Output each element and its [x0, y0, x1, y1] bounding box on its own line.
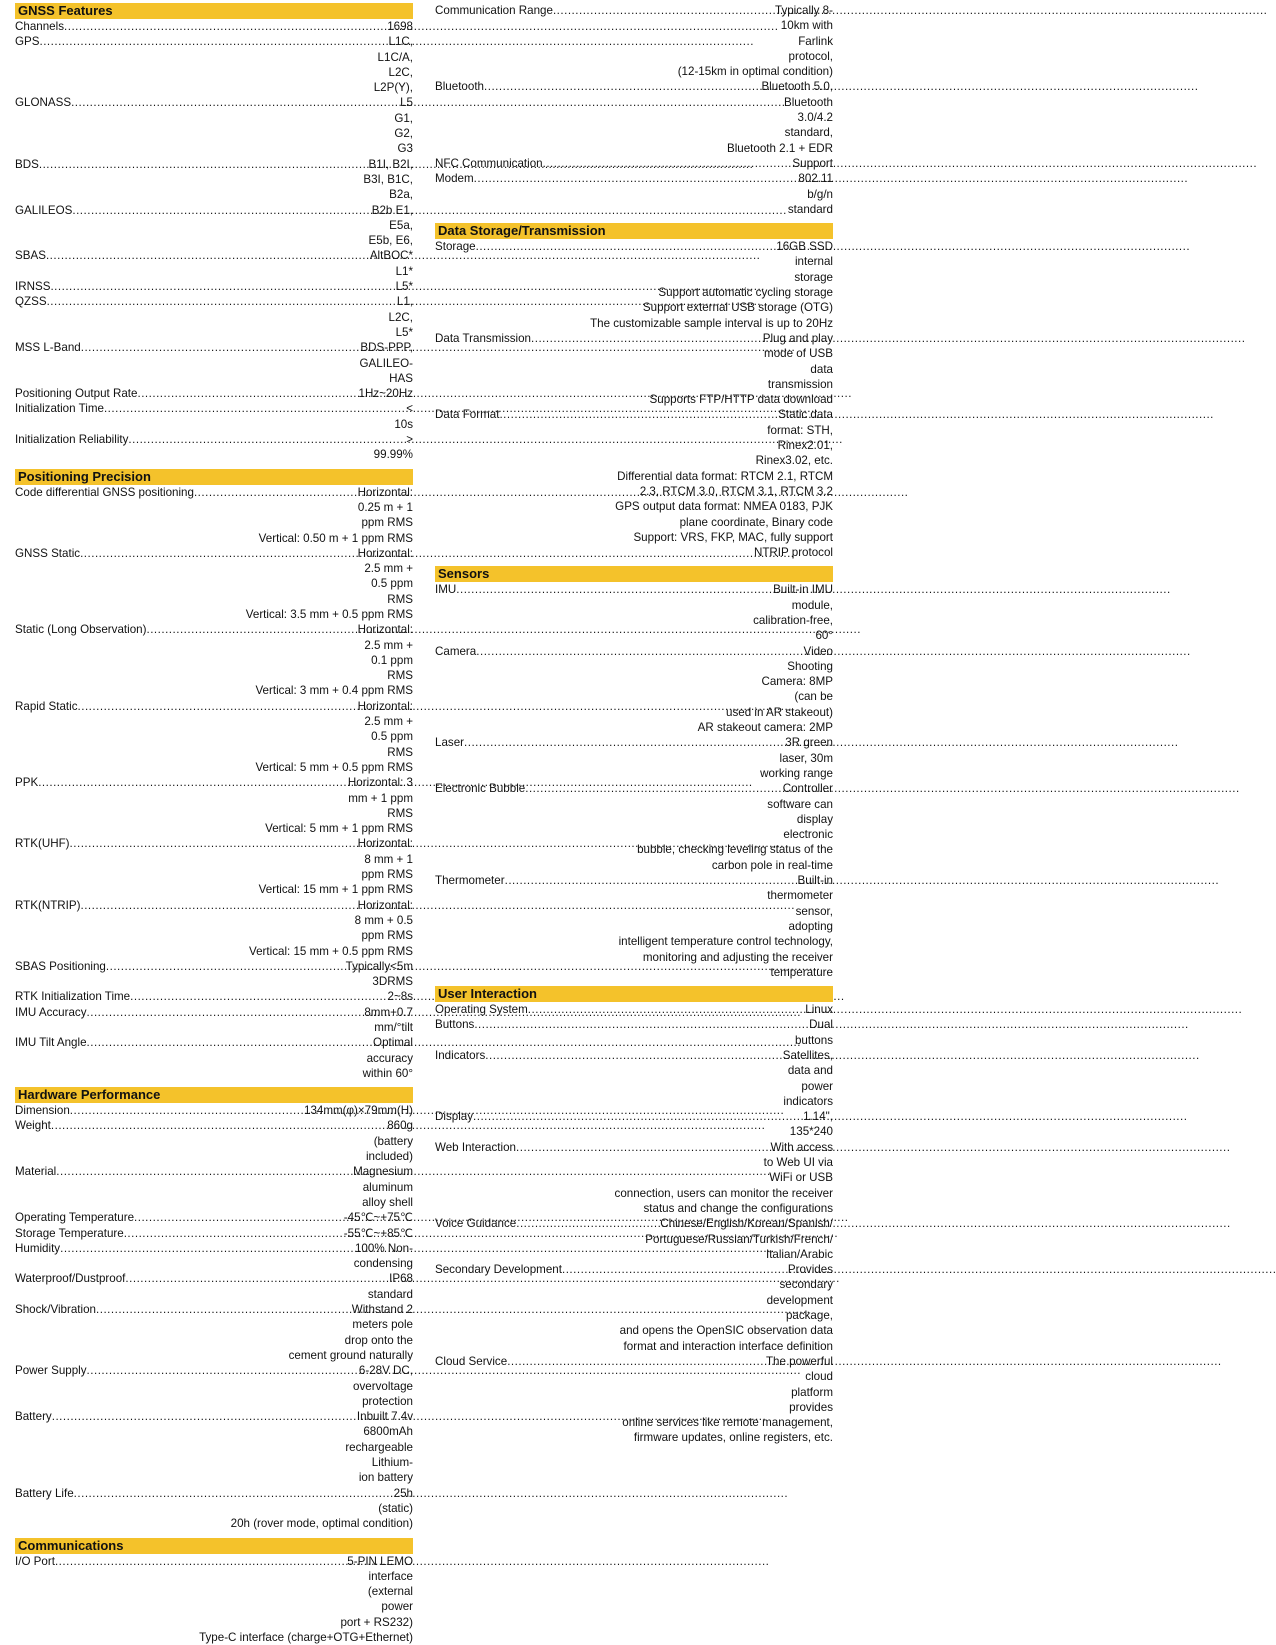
spec-label: Laser [435, 736, 465, 750]
spec-label: Operating Temperature [15, 1211, 135, 1225]
leader-dots [80, 898, 348, 913]
spec-label: Indicators [435, 1049, 486, 1062]
spec-value: Horizontal: 3 mm + 1 ppm RMS [347, 776, 413, 820]
spec-row-glonass [15, 95, 413, 156]
spec-label: Positioning Output Rate [15, 387, 138, 401]
leader-dots [96, 1302, 345, 1317]
spec-row-material [15, 1164, 413, 1210]
spec-row-humidity [15, 1241, 413, 1272]
spec-label: Weight [15, 1119, 51, 1133]
spec-label: Web Interaction [435, 1140, 516, 1154]
spec-row-ppk [15, 775, 413, 821]
section-heading-hardware-performance: Hardware Performance [15, 1087, 413, 1103]
spec-value: BDS-PPP, GALILEO-HAS [359, 341, 414, 385]
spec-label: MSS L-Band [15, 341, 81, 355]
leader-dots [128, 432, 373, 447]
spec-value: Controller software can display electronic [767, 782, 833, 842]
spec-value: 1Hz~20Hz [358, 387, 413, 401]
leader-dots [499, 407, 743, 422]
spec-value-continued: (12-15km in optimal condition) [677, 65, 833, 79]
spec-value-continued: connection, users can monitor the receiver [614, 1186, 833, 1200]
leader-dots [146, 622, 357, 637]
spec-label: BDS [15, 157, 39, 171]
spec-label: GNSS Static [15, 546, 81, 560]
leader-dots [106, 959, 346, 974]
spec-value: > 99.99% [373, 433, 413, 462]
spec-label: Thermometer [435, 874, 505, 888]
spec-value: 1.14", 135*240 [789, 1110, 833, 1139]
spec-value-continued: cement ground naturally [288, 1348, 413, 1362]
leader-dots [56, 1164, 345, 1179]
spec-value-continued: status and change the configurations [643, 1201, 833, 1215]
leader-dots [130, 989, 387, 1004]
leader-dots [74, 1486, 379, 1501]
spec-row-laser [435, 735, 833, 781]
spec-value: 16GB SSD internal storage [776, 240, 833, 284]
spec-row-storage-temperature [15, 1226, 413, 1241]
spec-row-imu [435, 582, 833, 643]
spec-value-continued: monitoring and adjusting the receiver [642, 950, 833, 964]
spec-row-dimension [15, 1103, 413, 1118]
spec-value: Linux [805, 1003, 833, 1017]
spec-value-continued: Vertical: 15 mm + 0.5 ppm RMS [249, 944, 413, 958]
leader-dots [528, 1002, 805, 1017]
spec-value-continued: AR stakeout camera: 2MP [697, 721, 833, 735]
section-heading-communications: Communications [15, 1538, 413, 1554]
spec-row-static-long-observation [15, 622, 413, 683]
leader-dots [60, 1241, 354, 1256]
spec-value: 2~8s [387, 990, 413, 1004]
spec-value: Typically<5m 3DRMS [345, 959, 413, 989]
spec-row-irnss [15, 279, 413, 294]
spec-label: NFC Communication [435, 156, 543, 170]
spec-row-operating-temperature [15, 1210, 413, 1225]
spec-value: Withstand 2 meters pole drop onto the [344, 1303, 413, 1347]
spec-value: Horizontal: 2.5 mm + 0.5 ppm RMS [357, 546, 413, 606]
leader-dots [476, 644, 756, 659]
spec-value: Bluetooth 5.0, Bluetooth 3.0/4.2 standard, [761, 80, 833, 140]
spec-row-battery-life [15, 1486, 413, 1517]
spec-value-continued: carbon pole in real-time [711, 858, 833, 872]
leader-dots [55, 1554, 336, 1569]
spec-value: Horizontal: 2.5 mm + 0.5 ppm RMS [357, 699, 413, 759]
spec-row-rtk-ntrip [15, 898, 413, 944]
spec-value: Horizontal: 0.25 m + 1 ppm RMS [357, 485, 413, 530]
spec-row-data-format [435, 407, 833, 468]
leader-dots [543, 156, 793, 171]
spec-label: Cloud Service [435, 1354, 508, 1368]
spec-row-operating-system [435, 1002, 833, 1017]
spec-value: Video Shooting Camera: 8MP (can be [761, 644, 833, 704]
spec-value: L5* [395, 280, 413, 294]
spec-label: Bluetooth [435, 80, 484, 94]
spec-row-sbas-positioning [15, 959, 413, 990]
spec-label: Static (Long Observation) [15, 623, 147, 637]
leader-dots [507, 1354, 764, 1369]
leader-dots [505, 873, 764, 888]
leader-dots [70, 836, 350, 851]
spec-value-continued: format and interaction interface definition [623, 1339, 833, 1353]
leader-dots [52, 1409, 327, 1424]
leader-dots [464, 735, 759, 750]
spec-label: Dimension [15, 1104, 70, 1118]
leader-dots [104, 401, 394, 416]
spec-row-storage [435, 239, 833, 285]
spec-row-positioning-output-rate [15, 386, 413, 401]
spec-row-bds [15, 157, 413, 203]
spec-value-continued: Vertical: 3 mm + 0.4 ppm RMS [255, 684, 413, 698]
leader-dots [474, 171, 785, 186]
spec-row-rtk-initialization-time [15, 989, 413, 1004]
spec-row-channels [15, 19, 413, 34]
leader-dots [553, 3, 773, 18]
right-column [435, 3, 833, 1446]
spec-row-electronic-bubble [435, 781, 833, 842]
leader-dots [64, 19, 387, 34]
spec-value-continued: The customizable sample interval is up to 20Hz [590, 316, 833, 330]
spec-value: The powerful cloud platform provides [765, 1354, 833, 1414]
section-heading-positioning-precision: Positioning Precision [15, 469, 413, 485]
spec-value-continued: Portuguese/Russian/Turkish/French/ [645, 1232, 833, 1246]
leader-dots [87, 1363, 350, 1378]
spec-value: Typically 8-10km with Farlink protocol, [775, 4, 833, 63]
spec-row-qzss [15, 294, 413, 340]
spec-value: L1C, L1C/A, L2C, L2P(Y), [373, 35, 413, 95]
spec-value-continued: GPS output data format: NMEA 0183, PJK [615, 500, 833, 514]
spec-row-weight [15, 1118, 413, 1164]
leader-dots [50, 279, 395, 294]
section-heading-gnss-features: GNSS Features [15, 3, 413, 19]
spec-value-continued: Support: VRS, FKP, MAC, fully support [633, 530, 833, 544]
spec-value-continued: temperature [770, 965, 833, 979]
leader-dots [531, 331, 758, 346]
spec-row-web-interaction [435, 1140, 833, 1186]
spec-value-continued: firmware updates, online registers, etc. [633, 1431, 833, 1445]
spec-label: IMU [435, 583, 457, 597]
spec-label: Material [15, 1165, 57, 1179]
leader-dots [516, 1216, 660, 1231]
spec-value: L1, L2C, L5* [388, 295, 413, 339]
spec-value-continued: intelligent temperature control technology, [618, 935, 833, 949]
spec-value: IP68 standard [367, 1272, 413, 1301]
spec-label: Battery Life [15, 1486, 74, 1500]
spec-value: Built-in IMU module, calibration-free, 60° [753, 583, 833, 643]
spec-row-initialization-time [15, 401, 413, 432]
spec-value: Horizontal: 8 mm + 1 ppm RMS [357, 837, 413, 882]
leader-dots [78, 699, 346, 714]
spec-row-battery [15, 1409, 413, 1470]
leader-dots [51, 1118, 362, 1133]
spec-label: IMU Accuracy [15, 1005, 87, 1019]
spec-label: GPS [15, 35, 40, 49]
spec-value: 6-28V DC, overvoltage protection [353, 1364, 413, 1408]
spec-label: PPK [15, 776, 39, 790]
spec-value: Satellites, data and power indicators [782, 1049, 833, 1108]
spec-value-continued: NTRIP protocol [753, 546, 833, 560]
spec-row-code-differential-gnss-positioning [15, 485, 413, 531]
spec-label: Waterproof/Dustproof [15, 1272, 126, 1286]
spec-label: Storage Temperature [15, 1226, 124, 1240]
spec-label: Battery [15, 1410, 52, 1424]
spec-value: Magnesium aluminum alloy shell [353, 1165, 413, 1209]
spec-value: Horizontal: 8 mm + 0.5 ppm RMS [354, 898, 413, 943]
spec-value: 3R green laser, 30m working range [760, 736, 833, 780]
spec-label: IMU Tilt Angle [15, 1036, 87, 1050]
leader-dots [134, 1210, 344, 1225]
spec-value-continued: Differential data format: RTCM 2.1, RTCM [617, 469, 833, 483]
leader-dots [87, 1035, 359, 1050]
spec-label: RTK Initialization Time [15, 990, 131, 1004]
spec-label: GLONASS [15, 96, 72, 110]
leader-dots [46, 248, 370, 263]
spec-value: 1698 [387, 20, 413, 33]
spec-row-imu-tilt-angle [15, 1035, 413, 1081]
spec-row-mss-l-band [15, 340, 413, 386]
spec-row-power-supply [15, 1363, 413, 1409]
spec-label: Operating System [435, 1003, 528, 1017]
spec-value-continued: Support external USB storage (OTG) [642, 301, 833, 315]
section-heading-sensors: Sensors [435, 566, 833, 582]
spec-label: Buttons [435, 1018, 475, 1032]
spec-label: Channels [15, 20, 64, 33]
leader-dots [473, 1109, 790, 1124]
spec-value-continued: Support automatic cycling storage [658, 286, 833, 300]
leader-dots [87, 1005, 365, 1020]
spec-value: B1I, B2I, B3I, B1C, B2a, [363, 157, 413, 202]
spec-row-data-transmission [435, 331, 833, 392]
spec-label: Secondary Development [435, 1263, 562, 1277]
spec-value-continued: bubble, checking leveling status of the [637, 843, 833, 857]
spec-value: Built-in thermometer sensor, adopting [767, 874, 833, 933]
spec-row-rtk-uhf [15, 836, 413, 882]
spec-label: Modem [435, 172, 474, 186]
spec-row-display [435, 1109, 833, 1140]
spec-label: Initialization Reliability [15, 433, 129, 447]
spec-label: Data Transmission [435, 331, 532, 345]
spec-value-continued: Supports FTP/HTTP data download [649, 393, 833, 407]
spec-row-shock-vibration [15, 1302, 413, 1348]
spec-label: Shock/Vibration [15, 1303, 96, 1317]
spec-row-gnss-static [15, 546, 413, 607]
spec-label: Electronic Bubble [435, 782, 526, 796]
spec-label: Communication Range [435, 4, 553, 17]
spec-label: Storage [435, 240, 476, 254]
spec-value: < 10s [394, 402, 414, 431]
section-heading-data-storage-transmission: Data Storage/Transmission [435, 223, 833, 239]
spec-value-continued: online services like remote management, [622, 1416, 833, 1430]
spec-value-continued: used in AR stakeout) [726, 705, 833, 719]
spec-label: Voice Guidance [435, 1217, 517, 1231]
spec-value: 134mm(φ)×79mm(H) [304, 1104, 413, 1118]
spec-label: RTK(UHF) [15, 837, 70, 851]
spec-value-continued: Vertical: 5 mm + 1 ppm RMS [265, 822, 413, 836]
spec-row-camera [435, 644, 833, 705]
spec-value-continued: ion battery [358, 1471, 413, 1485]
leader-dots [516, 1140, 763, 1155]
spec-value: 860g (battery included) [365, 1119, 413, 1164]
leader-dots [485, 1048, 761, 1063]
left-column [15, 3, 413, 1645]
spec-value: Chinese/English/Korean/Spanish/ [660, 1217, 833, 1231]
spec-row-communication-range [435, 3, 833, 64]
spec-value: With access to Web UI via WiFi or USB [763, 1140, 833, 1185]
spec-label: SBAS Positioning [15, 959, 106, 973]
spec-row-initialization-reliability [15, 432, 413, 463]
spec-value: Inbuilt 7.4v 6800mAh rechargeable Lithium- [345, 1410, 413, 1470]
leader-dots [525, 781, 763, 796]
spec-label: IRNSS [15, 280, 51, 294]
spec-label: I/O Port [15, 1554, 55, 1568]
spec-value: 5-PIN LEMO interface (external power [347, 1554, 413, 1614]
spec-row-indicators [435, 1048, 833, 1109]
spec-row-modem [435, 171, 833, 217]
leader-dots [80, 546, 346, 561]
spec-value: Support [792, 156, 833, 170]
spec-value-continued: 2.3, RTCM 3.0, RTCM 3.1, RTCM 3.2 [639, 484, 833, 498]
spec-label: Camera [435, 644, 477, 658]
leader-dots [125, 1271, 367, 1286]
spec-label: Humidity [15, 1241, 61, 1255]
leader-dots [474, 1017, 795, 1032]
spec-label: Data Format [435, 408, 500, 422]
spec-value-continued: Vertical: 0.50 m + 1 ppm RMS [258, 531, 413, 545]
spec-row-voice-guidance [435, 1216, 833, 1231]
spec-label: RTK(NTRIP) [15, 898, 81, 912]
spec-label: Rapid Static [15, 699, 78, 713]
spec-value-continued: Vertical: 5 mm + 0.5 ppm RMS [255, 760, 413, 774]
spec-row-cloud-service [435, 1354, 833, 1415]
leader-dots [137, 386, 358, 401]
spec-row-secondary-development [435, 1262, 833, 1323]
spec-value-continued: Type-C interface (charge+OTG+Ethernet) [199, 1630, 413, 1644]
spec-value: L5 G1, G2, G3 [394, 96, 413, 156]
spec-row-imu-accuracy [15, 1005, 413, 1036]
spec-value: Static data format: STH, Rinex2.01, Rinex3.02, etc. [755, 408, 833, 468]
spec-row-bluetooth [435, 79, 833, 140]
spec-label: SBAS [15, 249, 46, 263]
spec-label: GALILEOS [15, 203, 73, 217]
spec-row-nfc-communication [435, 156, 833, 171]
spec-row-galileos [15, 203, 413, 249]
spec-value: Dual buttons [794, 1018, 833, 1047]
spec-value: 25h (static) [378, 1486, 413, 1515]
spec-value-continued: Italian/Arabic [765, 1247, 833, 1261]
leader-dots [39, 157, 358, 172]
spec-label: Display [435, 1110, 474, 1124]
spec-label: Code differential GNSS positioning [15, 485, 194, 499]
spec-value-continued: Vertical: 3.5 mm + 0.5 ppm RMS [245, 607, 413, 621]
spec-value: 100% Non-condensing [353, 1241, 414, 1271]
spec-row-i-o-port [15, 1554, 413, 1615]
spec-row-sbas [15, 248, 413, 279]
spec-row-waterproof-dustproof [15, 1271, 413, 1302]
spec-value-continued: Bluetooth 2.1 + EDR [726, 141, 833, 155]
spec-value-continued: plane coordinate, Binary code [679, 515, 833, 529]
spec-value: Optimal accuracy within 60° [362, 1036, 413, 1080]
spec-value: Plug and play mode of USB data transmission [762, 331, 833, 391]
section-heading-user-interaction: User Interaction [435, 986, 833, 1002]
spec-label: Initialization Time [15, 402, 104, 416]
spec-row-rapid-static [15, 699, 413, 760]
spec-label: Power Supply [15, 1364, 87, 1378]
leader-dots [562, 1262, 767, 1277]
spec-value: 802.11 b/g/n standard [787, 172, 833, 216]
spec-value: -55℃~+85℃ [343, 1226, 413, 1240]
spec-row-thermometer [435, 873, 833, 934]
leader-dots [39, 34, 354, 49]
leader-dots [456, 582, 748, 597]
spec-label: QZSS [15, 295, 47, 309]
leader-dots [81, 340, 360, 355]
leader-dots [476, 239, 775, 254]
spec-value-continued: Vertical: 15 mm + 1 ppm RMS [258, 883, 413, 897]
spec-value-continued: port + RS232) [340, 1615, 413, 1629]
spec-value: AltBOC* L1* [369, 249, 413, 278]
spec-value: Horizontal: 2.5 mm + 0.1 ppm RMS [357, 623, 413, 683]
spec-row-buttons [435, 1017, 833, 1048]
leader-dots [72, 203, 365, 218]
leader-dots [484, 79, 753, 94]
spec-row-gps [15, 34, 413, 95]
spec-value-continued: 20h (rover mode, optimal condition) [230, 1517, 413, 1531]
spec-value: -45℃~+75℃ [343, 1211, 413, 1225]
leader-dots [47, 294, 383, 309]
leader-dots [38, 775, 344, 790]
spec-value: 8mm+0.7 mm/°tilt [364, 1005, 413, 1034]
spec-value-continued: and opens the OpenSIC observation data [619, 1324, 833, 1338]
leader-dots [194, 485, 358, 500]
leader-dots [124, 1226, 344, 1241]
spec-value: Provides secondary development package, [766, 1263, 833, 1323]
spec-value: B2b E1, E5a, E5b, E6, [368, 203, 413, 248]
leader-dots [70, 1103, 304, 1118]
leader-dots [71, 95, 380, 110]
